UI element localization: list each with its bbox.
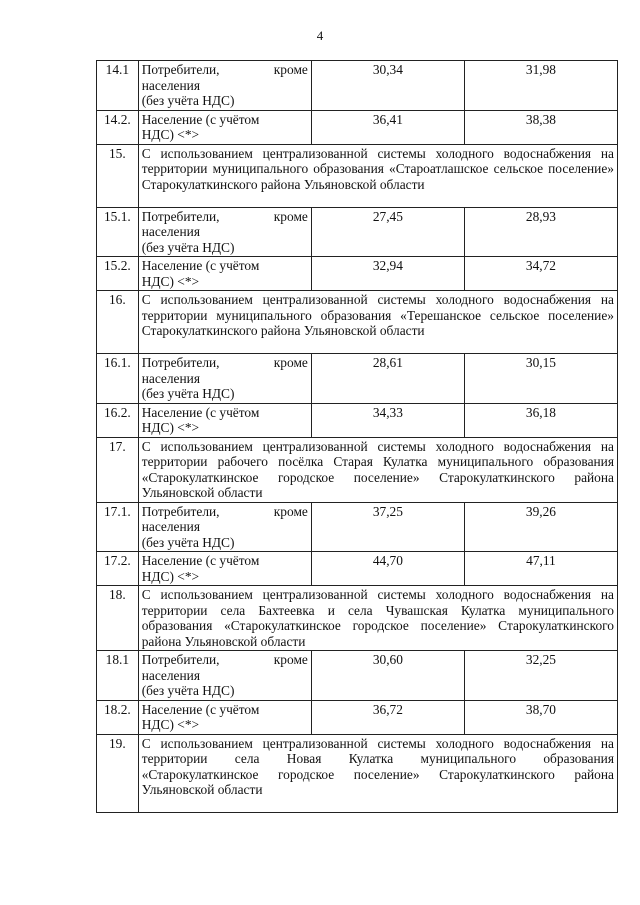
table-row <box>97 552 618 586</box>
row-number: 15. <box>97 144 139 207</box>
table-row <box>97 651 618 701</box>
consumer-category: Население (с учётом НДС) <*> <box>138 257 311 291</box>
table-row <box>97 61 618 111</box>
tariff-value-period-2: 39,26 <box>464 502 617 552</box>
table-row <box>97 354 618 404</box>
row-number: 15.2. <box>97 257 139 291</box>
section-heading: С использованием централизованной системы холодного водоснабжения на территории села Бахтеевка и села Чувашская Кулатка муниципального образования «Старокулаткинское городское поселение» Старокулаткинского района Ульяновской области <box>138 586 617 651</box>
consumer-category: Потребители, кроме населения (без учёта НДС) <box>138 61 311 111</box>
row-number: 18.2. <box>97 700 139 734</box>
tariff-value-period-2: 38,70 <box>464 700 617 734</box>
tariff-value-period-1: 36,72 <box>311 700 464 734</box>
tariff-value-period-1: 34,33 <box>311 403 464 437</box>
page-number: 4 <box>316 28 324 43</box>
table-row <box>97 110 618 144</box>
tariff-value-period-1: 36,41 <box>311 110 464 144</box>
row-number: 18.1 <box>97 651 139 701</box>
consumer-category: Население (с учётом НДС) <*> <box>138 700 311 734</box>
tariff-value-period-2: 31,98 <box>464 61 617 111</box>
table-row <box>97 586 618 651</box>
row-number: 16.1. <box>97 354 139 404</box>
row-number: 16. <box>97 291 139 354</box>
consumer-category: Население (с учётом НДС) <*> <box>138 552 311 586</box>
section-heading: С использованием централизованной системы холодного водоснабжения на территории муниципального образования «Староатлашское сельское поселение» Старокулаткинского района Ульяновской области <box>138 144 617 207</box>
row-number: 15.1. <box>97 207 139 257</box>
tariff-value-period-2: 38,38 <box>464 110 617 144</box>
table-row <box>97 291 618 354</box>
consumer-category: Население (с учётом НДС) <*> <box>138 110 311 144</box>
tariff-value-period-1: 28,61 <box>311 354 464 404</box>
consumer-category: Потребители, кроме населения (без учёта НДС) <box>138 502 311 552</box>
tariff-value-period-1: 30,60 <box>311 651 464 701</box>
consumer-category: Потребители, кроме населения (без учёта НДС) <box>138 651 311 701</box>
tariff-value-period-1: 32,94 <box>311 257 464 291</box>
table-row <box>97 437 618 502</box>
row-number: 17.2. <box>97 552 139 586</box>
row-number: 18. <box>97 586 139 651</box>
tariff-value-period-2: 32,25 <box>464 651 617 701</box>
row-number: 17. <box>97 437 139 502</box>
tariff-value-period-1: 44,70 <box>311 552 464 586</box>
table-row <box>97 734 618 812</box>
row-number: 16.2. <box>97 403 139 437</box>
tariff-table <box>96 60 618 813</box>
section-heading: С использованием централизованной системы холодного водоснабжения на территории села Новая Кулатка муниципального образования «Старокулаткинское городское поселение» Старокулаткинского района Ульяновской области <box>138 734 617 812</box>
row-number: 19. <box>97 734 139 812</box>
row-number: 17.1. <box>97 502 139 552</box>
tariff-value-period-2: 47,11 <box>464 552 617 586</box>
section-heading: С использованием централизованной системы холодного водоснабжения на территории рабочего посёлка Старая Кулатка муниципального образования «Старокулаткинское городское поселение» Старокулаткинского района Ульяновской области <box>138 437 617 502</box>
tariff-value-period-1: 37,25 <box>311 502 464 552</box>
tariff-value-period-1: 27,45 <box>311 207 464 257</box>
table-row <box>97 144 618 207</box>
tariff-value-period-1: 30,34 <box>311 61 464 111</box>
table-row <box>97 257 618 291</box>
consumer-category: Потребители, кроме населения (без учёта НДС) <box>138 354 311 404</box>
row-number: 14.2. <box>97 110 139 144</box>
section-heading: С использованием централизованной системы холодного водоснабжения на территории муниципального образования «Терешанское сельское поселение» Старокулаткинского района Ульяновской области <box>138 291 617 354</box>
consumer-category: Потребители, кроме населения (без учёта НДС) <box>138 207 311 257</box>
table-row <box>97 700 618 734</box>
consumer-category: Население (с учётом НДС) <*> <box>138 403 311 437</box>
tariff-value-period-2: 28,93 <box>464 207 617 257</box>
table-row <box>97 403 618 437</box>
tariff-value-period-2: 34,72 <box>464 257 617 291</box>
table-row <box>97 502 618 552</box>
table-row <box>97 207 618 257</box>
tariff-value-period-2: 36,18 <box>464 403 617 437</box>
row-number: 14.1 <box>97 61 139 111</box>
tariff-value-period-2: 30,15 <box>464 354 617 404</box>
